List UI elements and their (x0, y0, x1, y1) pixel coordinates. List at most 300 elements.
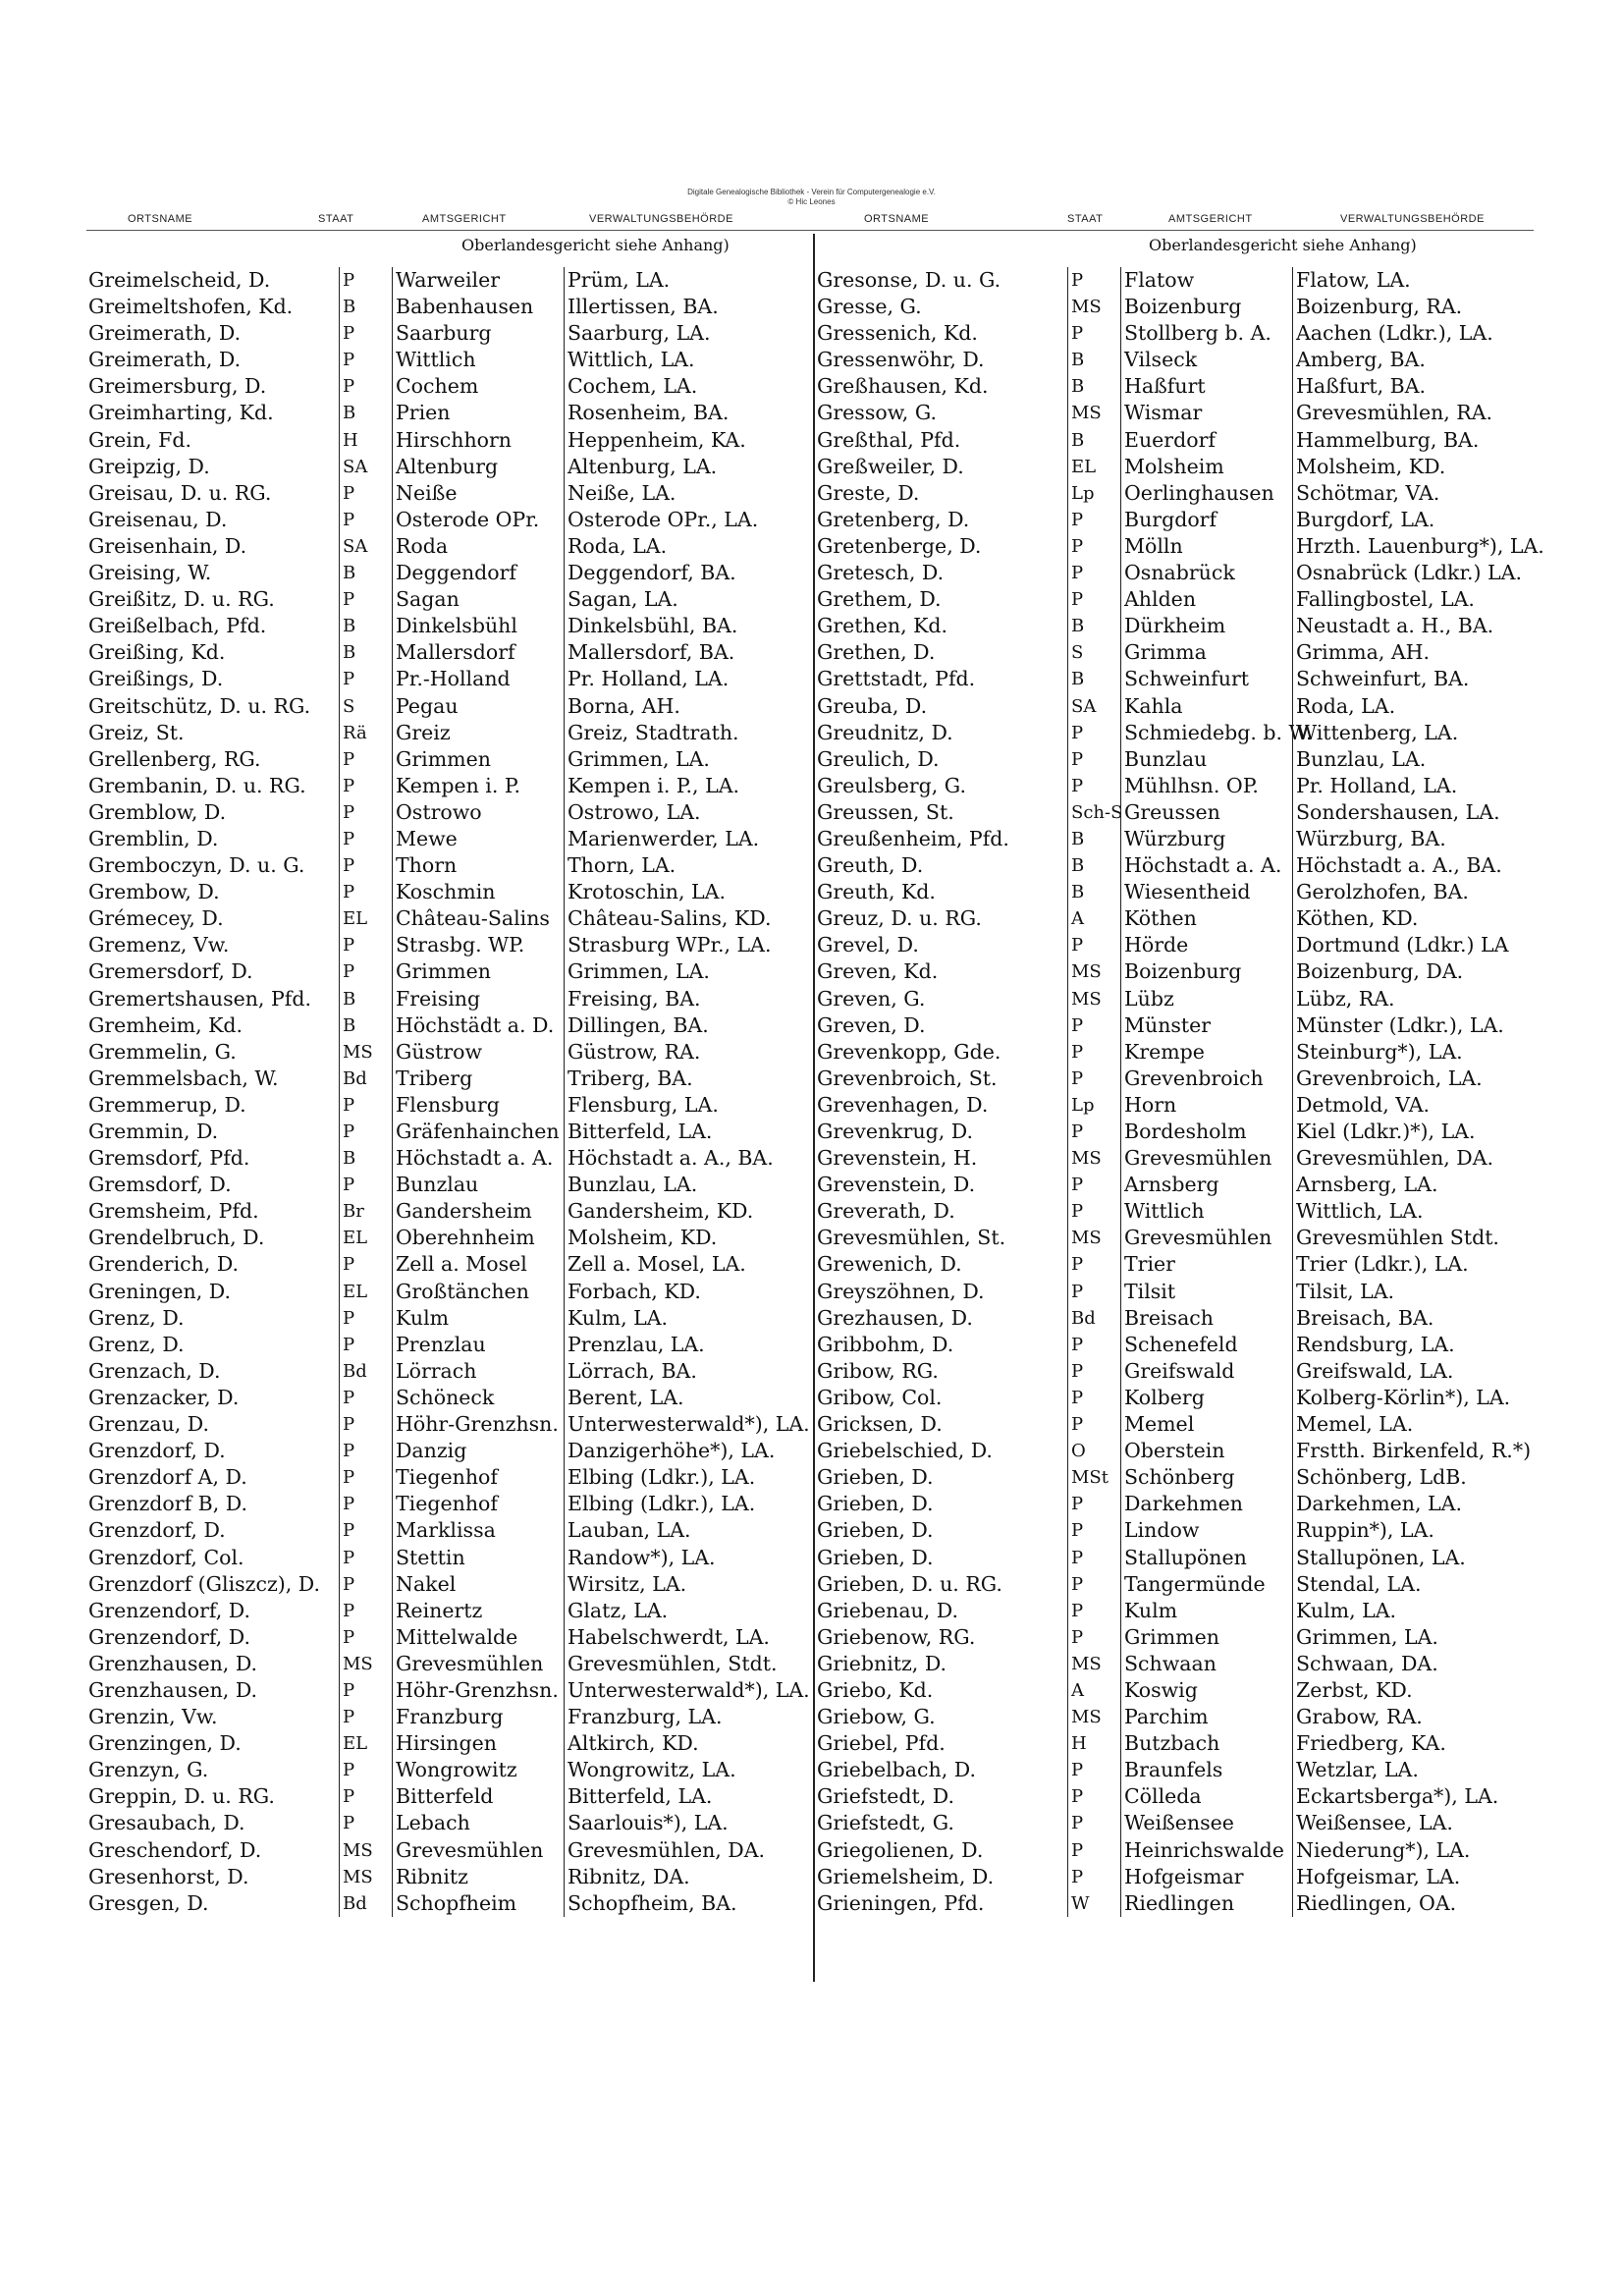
cell-amtsgericht: Breisach (1120, 1305, 1292, 1332)
cell-verwaltung: Hofgeismar, LA. (1292, 1864, 1541, 1890)
cell-staat: P (339, 852, 392, 879)
cell-verwaltung: Saarburg, LA. (564, 320, 812, 347)
table-row (817, 1251, 1541, 1278)
cell-ortsname: Grenzdorf (Gliszcz), D. (88, 1571, 321, 1596)
cell-amtsgericht: Grimma (1120, 639, 1292, 666)
cell-staat: S (1067, 639, 1120, 666)
cell-amtsgericht: Dinkelsbühl (392, 613, 564, 639)
table-row (817, 1385, 1541, 1411)
cell-staat: P (1067, 773, 1120, 799)
table-row (817, 826, 1541, 852)
cell-amtsgericht: Lübz (1120, 986, 1292, 1012)
table-row (817, 1119, 1541, 1145)
cell-ortsname: Gressow, G. (817, 401, 937, 425)
cell-staat: P (339, 1305, 392, 1332)
cell-amtsgericht: Sagan (392, 586, 564, 613)
cell-amtsgericht: Mittelwalde (392, 1624, 564, 1651)
cell-staat: H (1067, 1730, 1120, 1757)
table-row (88, 879, 812, 905)
cell-amtsgericht: Mölln (1120, 533, 1292, 560)
cell-verwaltung: Haßfurt, BA. (1292, 373, 1541, 400)
table-row (817, 905, 1541, 932)
table-row (817, 986, 1541, 1012)
cell-verwaltung: Altkirch, KD. (564, 1730, 812, 1757)
table-row (88, 1651, 812, 1677)
cell-staat: P (1067, 1571, 1120, 1598)
cell-amtsgericht: Lörrach (392, 1358, 564, 1385)
cell-staat: P (1067, 1198, 1120, 1225)
cell-staat: MS (1067, 958, 1120, 985)
cell-ortsname: Greipzig, D. (88, 454, 210, 478)
cell-staat: B (1067, 852, 1120, 879)
cell-verwaltung: Deggendorf, BA. (564, 560, 812, 586)
cell-amtsgericht: Bordesholm (1120, 1119, 1292, 1145)
cell-verwaltung: Prenzlau, LA. (564, 1332, 812, 1358)
cell-amtsgericht: Koswig (1120, 1677, 1292, 1704)
cell-verwaltung: Borna, AH. (564, 693, 812, 720)
cell-ortsname: Greisenau, D. (88, 507, 228, 531)
cell-amtsgericht: Bunzlau (1120, 746, 1292, 773)
cell-amtsgericht: Freising (392, 986, 564, 1012)
cell-amtsgericht: Vilseck (1120, 347, 1292, 373)
cell-ortsname: Gremenz, Vw. (88, 933, 230, 957)
cell-verwaltung: Glatz, LA. (564, 1598, 812, 1624)
column-divider (813, 234, 815, 1982)
cell-verwaltung: Dortmund (Ldkr.) LA (1292, 932, 1541, 958)
cell-verwaltung: Ribnitz, DA. (564, 1864, 812, 1890)
table-row (88, 773, 812, 799)
cell-staat: MS (1067, 1225, 1120, 1251)
cell-amtsgericht: Kolberg (1120, 1385, 1292, 1411)
cell-verwaltung: Bitterfeld, LA. (564, 1783, 812, 1810)
cell-staat: P (339, 507, 392, 533)
table-row (817, 958, 1541, 985)
cell-ortsname: Grenzdorf, Col. (88, 1545, 244, 1569)
table-row (88, 799, 812, 826)
cell-amtsgericht: Oberstein (1120, 1438, 1292, 1464)
cell-amtsgericht: Kempen i. P. (392, 773, 564, 799)
cell-ortsname: Gremsheim, Pfd. (88, 1199, 259, 1224)
cell-verwaltung: Freising, BA. (564, 986, 812, 1012)
table-row (817, 1438, 1541, 1464)
cell-verwaltung: Gerolzhofen, BA. (1292, 879, 1541, 905)
cell-staat: B (339, 986, 392, 1012)
cell-staat: B (339, 613, 392, 639)
cell-verwaltung: Fallingbostel, LA. (1292, 586, 1541, 613)
table-row (817, 666, 1541, 692)
cell-verwaltung: Randow*), LA. (564, 1545, 812, 1571)
table-row (88, 1517, 812, 1544)
cell-amtsgericht: Mühlhsn. OP. (1120, 773, 1292, 799)
table-row (817, 1651, 1541, 1677)
cell-verwaltung: Riedlingen, OA. (1292, 1890, 1541, 1917)
cell-ortsname: Grewenich, D. (817, 1252, 962, 1277)
cell-verwaltung: Hrzth. Lauenburg*), LA. (1292, 533, 1541, 560)
table-row (817, 720, 1541, 746)
cell-ortsname: Greußenheim, Pfd. (817, 826, 1009, 850)
cell-ortsname: Griebnitz, D. (817, 1651, 947, 1675)
cell-ortsname: Greßhausen, Kd. (817, 374, 989, 399)
cell-staat: P (1067, 507, 1120, 533)
table-row (817, 454, 1541, 480)
table-row (817, 1279, 1541, 1305)
cell-amtsgericht: Hirsingen (392, 1730, 564, 1757)
cell-verwaltung: Friedberg, KA. (1292, 1730, 1541, 1757)
cell-staat: Sch-S (1067, 799, 1120, 826)
cell-verwaltung: Roda, LA. (564, 533, 812, 560)
table-row (88, 1598, 812, 1624)
cell-verwaltung: Grevesmühlen, DA. (1292, 1145, 1541, 1172)
cell-verwaltung: Lörrach, BA. (564, 1358, 812, 1385)
cell-amtsgericht: Wongrowitz (392, 1757, 564, 1783)
table-row (88, 1730, 812, 1757)
cell-amtsgericht: Triberg (392, 1066, 564, 1092)
table-row (817, 1012, 1541, 1039)
cell-verwaltung: Boizenburg, RA. (1292, 294, 1541, 320)
cell-ortsname: Greningen, D. (88, 1279, 231, 1303)
cell-amtsgericht: Grevenbroich (1120, 1066, 1292, 1092)
cell-ortsname: Grenzdorf, D. (88, 1518, 226, 1543)
table-row (88, 1172, 812, 1198)
cell-amtsgericht: Mallersdorf (392, 639, 564, 666)
cell-amtsgericht: Stollberg b. A. (1120, 320, 1292, 347)
cell-ortsname: Gremmelin, G. (88, 1039, 237, 1064)
cell-staat: B (339, 560, 392, 586)
cell-staat: P (339, 1172, 392, 1198)
cell-verwaltung: Cochem, LA. (564, 373, 812, 400)
cell-amtsgericht: Bitterfeld (392, 1783, 564, 1810)
cell-amtsgericht: Schenefeld (1120, 1332, 1292, 1358)
cell-ortsname: Gremmelsbach, W. (88, 1066, 279, 1090)
cell-amtsgericht: Pegau (392, 693, 564, 720)
table-row (817, 294, 1541, 320)
cell-verwaltung: Illertissen, BA. (564, 294, 812, 320)
cell-ortsname: Grenz, D. (88, 1332, 185, 1356)
table-row (817, 1225, 1541, 1251)
cell-verwaltung: Grevesmühlen, Stdt. (564, 1651, 812, 1677)
cell-staat: SA (339, 454, 392, 480)
cell-staat: P (339, 1624, 392, 1651)
cell-verwaltung: Detmold, VA. (1292, 1092, 1541, 1119)
cell-verwaltung: Zerbst, KD. (1292, 1677, 1541, 1704)
cell-ortsname: Greyszöhnen, D. (817, 1279, 985, 1303)
cell-staat: P (1067, 1012, 1120, 1039)
header-ortsname-right: ORTSNAME (864, 213, 930, 225)
cell-verwaltung: Triberg, BA. (564, 1066, 812, 1092)
cell-ortsname: Grenzach, D. (88, 1358, 221, 1383)
cell-amtsgericht: Deggendorf (392, 560, 564, 586)
cell-staat: B (1067, 666, 1120, 692)
cell-amtsgericht: Danzig (392, 1438, 564, 1464)
table-row (817, 1039, 1541, 1066)
cell-ortsname: Greste, D. (817, 480, 920, 505)
table-row (817, 1066, 1541, 1092)
table-row (88, 1119, 812, 1145)
cell-ortsname: Griebelbach, D. (817, 1758, 976, 1782)
cell-staat: MS (1067, 1704, 1120, 1730)
cell-verwaltung: Sagan, LA. (564, 586, 812, 613)
cell-verwaltung: Heppenheim, KA. (564, 427, 812, 454)
cell-amtsgericht: Krempe (1120, 1039, 1292, 1066)
cell-ortsname: Gresgen, D. (88, 1890, 209, 1915)
cell-staat: P (1067, 1491, 1120, 1517)
table-row (88, 1145, 812, 1172)
table-row (88, 1545, 812, 1571)
table-row (88, 1305, 812, 1332)
table-row (817, 1411, 1541, 1438)
cell-verwaltung: Grimmen, LA. (564, 746, 812, 773)
cell-amtsgericht: Gandersheim (392, 1198, 564, 1225)
cell-amtsgericht: Weißensee (1120, 1810, 1292, 1836)
cell-ortsname: Greimelscheid, D. (88, 268, 271, 292)
table-row (817, 693, 1541, 720)
table-row (88, 507, 812, 533)
table-row (88, 1039, 812, 1066)
cell-staat: P (339, 879, 392, 905)
header-staat-right: STAAT (1067, 213, 1104, 225)
cell-ortsname: Grevesmühlen, St. (817, 1226, 1006, 1250)
table-row (817, 1092, 1541, 1119)
cell-ortsname: Grenz, D. (88, 1305, 185, 1330)
right-column (817, 267, 1544, 1917)
cell-ortsname: Grenderich, D. (88, 1252, 240, 1277)
cell-verwaltung: Grimmen, LA. (1292, 1624, 1541, 1651)
table-row (817, 799, 1541, 826)
cell-verwaltung: Saarlouis*), LA. (564, 1810, 812, 1836)
table-row (88, 1225, 812, 1251)
cell-amtsgericht: Horn (1120, 1092, 1292, 1119)
table-row (88, 1677, 812, 1704)
cell-verwaltung: Neiße, LA. (564, 480, 812, 507)
cell-ortsname: Grieben, D. (817, 1492, 934, 1516)
cell-staat: P (1067, 1783, 1120, 1810)
table-row (817, 1491, 1541, 1517)
cell-ortsname: Greudnitz, D. (817, 720, 953, 744)
cell-verwaltung: Grevesmühlen, RA. (1292, 400, 1541, 426)
cell-staat: P (339, 347, 392, 373)
table-row (88, 852, 812, 879)
cell-amtsgericht: Riedlingen (1120, 1890, 1292, 1917)
cell-verwaltung: Rendsburg, LA. (1292, 1332, 1541, 1358)
cell-verwaltung: Thorn, LA. (564, 852, 812, 879)
table-row (88, 586, 812, 613)
cell-ortsname: Gresaubach, D. (88, 1811, 245, 1835)
cell-staat: P (339, 1783, 392, 1810)
cell-amtsgericht: Tiegenhof (392, 1464, 564, 1491)
cell-ortsname: Grenzacker, D. (88, 1385, 240, 1409)
cell-amtsgericht: Kahla (1120, 693, 1292, 720)
cell-ortsname: Grevenstein, H. (817, 1146, 978, 1171)
cell-ortsname: Grevenstein, D. (817, 1173, 976, 1197)
cell-verwaltung: Sondershausen, LA. (1292, 799, 1541, 826)
cell-verwaltung: Schweinfurt, BA. (1292, 666, 1541, 692)
cell-staat: P (339, 1571, 392, 1598)
cell-ortsname: Greuth, D. (817, 853, 924, 878)
cell-amtsgericht: Dürkheim (1120, 613, 1292, 639)
table-row (817, 1837, 1541, 1864)
cell-verwaltung: Niederung*), LA. (1292, 1837, 1541, 1864)
cell-amtsgericht: Franzburg (392, 1704, 564, 1730)
cell-ortsname: Grembow, D. (88, 880, 220, 904)
cell-verwaltung: Osterode OPr., LA. (564, 507, 812, 533)
cell-verwaltung: Lübz, RA. (1292, 986, 1541, 1012)
table-row (817, 1864, 1541, 1890)
cell-verwaltung: Köthen, KD. (1292, 905, 1541, 932)
cell-ortsname: Grenzyn, G. (88, 1758, 209, 1782)
cell-verwaltung: Prüm, LA. (564, 267, 812, 294)
cell-amtsgericht: Hörde (1120, 932, 1292, 958)
cell-amtsgericht: Oerlinghausen (1120, 480, 1292, 507)
cell-amtsgericht: Warweiler (392, 267, 564, 294)
cell-staat: MS (339, 1651, 392, 1677)
cell-staat: P (339, 1385, 392, 1411)
table-row (817, 639, 1541, 666)
cell-ortsname: Grettstadt, Pfd. (817, 667, 976, 691)
cell-verwaltung: Grimma, AH. (1292, 639, 1541, 666)
cell-ortsname: Gremsdorf, Pfd. (88, 1146, 250, 1171)
cell-amtsgericht: Greifswald (1120, 1358, 1292, 1385)
cell-amtsgericht: Prien (392, 400, 564, 426)
cell-ortsname: Greulsberg, G. (817, 773, 966, 797)
cell-verwaltung: Habelschwerdt, LA. (564, 1624, 812, 1651)
cell-verwaltung: Schopfheim, BA. (564, 1890, 812, 1917)
cell-verwaltung: Ruppin*), LA. (1292, 1517, 1541, 1544)
cell-amtsgericht: Oberehnheim (392, 1225, 564, 1251)
watermark-line-1: Digitale Genealogische Bibliothek - Verein für Computergenealogie e.V. (687, 188, 936, 196)
cell-ortsname: Greven, G. (817, 986, 926, 1011)
cell-verwaltung: Pr. Holland, LA. (1292, 773, 1541, 799)
cell-verwaltung: Neustadt a. H., BA. (1292, 613, 1541, 639)
cell-staat: P (1067, 267, 1120, 294)
cell-staat: EL (339, 1225, 392, 1251)
table-row (88, 454, 812, 480)
table-row (88, 693, 812, 720)
cell-amtsgericht: Wittlich (392, 347, 564, 373)
cell-verwaltung: Weißensee, LA. (1292, 1810, 1541, 1836)
cell-verwaltung: Molsheim, KD. (1292, 454, 1541, 480)
cell-staat: Rä (339, 720, 392, 746)
cell-verwaltung: Wittlich, LA. (1292, 1198, 1541, 1225)
cell-ortsname: Greßweiler, D. (817, 454, 964, 478)
cell-ortsname: Greisau, D. u. RG. (88, 480, 272, 505)
cell-amtsgericht: Greussen (1120, 799, 1292, 826)
cell-verwaltung: Elbing (Ldkr.), LA. (564, 1464, 812, 1491)
table-row (817, 1145, 1541, 1172)
cell-ortsname: Gremersdorf, D. (88, 959, 253, 984)
cell-verwaltung: Roda, LA. (1292, 693, 1541, 720)
table-row (817, 560, 1541, 586)
cell-staat: Bd (339, 1890, 392, 1917)
cell-ortsname: Greßthal, Pfd. (817, 427, 961, 452)
cell-ortsname: Griebenau, D. (817, 1598, 959, 1622)
cell-amtsgericht: Köthen (1120, 905, 1292, 932)
cell-ortsname: Gretenberge, D. (817, 533, 982, 558)
cell-staat: B (339, 639, 392, 666)
cell-staat: A (1067, 1677, 1120, 1704)
cell-verwaltung: Wittlich, LA. (564, 347, 812, 373)
cell-ortsname: Gribow, RG. (817, 1358, 939, 1383)
cell-amtsgericht: Burgdorf (1120, 507, 1292, 533)
cell-staat: P (1067, 533, 1120, 560)
cell-staat: MS (1067, 294, 1120, 320)
cell-ortsname: Greven, Kd. (817, 959, 939, 984)
cell-ortsname: Grieben, D. (817, 1545, 934, 1569)
cell-verwaltung: Berent, LA. (564, 1385, 812, 1411)
table-row (817, 373, 1541, 400)
cell-staat: P (339, 773, 392, 799)
cell-staat: P (339, 932, 392, 958)
table-row (88, 294, 812, 320)
cell-amtsgericht: Wismar (1120, 400, 1292, 426)
cell-verwaltung: Trier (Ldkr.), LA. (1292, 1251, 1541, 1278)
cell-verwaltung: Arnsberg, LA. (1292, 1172, 1541, 1198)
cell-verwaltung: Güstrow, RA. (564, 1039, 812, 1066)
cell-amtsgericht: Butzbach (1120, 1730, 1292, 1757)
cell-staat: P (339, 1757, 392, 1783)
cell-verwaltung: Lauban, LA. (564, 1517, 812, 1544)
cell-ortsname: Grethen, Kd. (817, 614, 948, 638)
cell-verwaltung: Darkehmen, LA. (1292, 1491, 1541, 1517)
table-row (88, 1411, 812, 1438)
cell-ortsname: Gremertshausen, Pfd. (88, 986, 311, 1011)
cell-verwaltung: Kiel (Ldkr.)*), LA. (1292, 1119, 1541, 1145)
cell-verwaltung: Breisach, BA. (1292, 1305, 1541, 1332)
cell-staat: B (1067, 373, 1120, 400)
cell-staat: P (339, 1545, 392, 1571)
cell-ortsname: Grémecey, D. (88, 906, 224, 931)
cell-amtsgericht: Arnsberg (1120, 1172, 1292, 1198)
cell-ortsname: Greiz, St. (88, 720, 185, 744)
cell-staat: W (1067, 1890, 1120, 1917)
cell-amtsgericht: Saarburg (392, 320, 564, 347)
cell-amtsgericht: Osnabrück (1120, 560, 1292, 586)
table-row (88, 1810, 812, 1836)
cell-amtsgericht: Haßfurt (1120, 373, 1292, 400)
cell-ortsname: Greimerath, D. (88, 321, 242, 346)
table-row (817, 480, 1541, 507)
cell-amtsgericht: Babenhausen (392, 294, 564, 320)
cell-verwaltung: Danzigerhöhe*), LA. (564, 1438, 812, 1464)
table-row (88, 1438, 812, 1464)
table-row (88, 373, 812, 400)
cell-amtsgericht: Bunzlau (392, 1172, 564, 1198)
cell-staat: P (1067, 586, 1120, 613)
cell-staat: P (1067, 1517, 1120, 1544)
cell-staat: P (339, 799, 392, 826)
cell-amtsgericht: Grimmen (1120, 1624, 1292, 1651)
cell-ortsname: Grellenberg, RG. (88, 746, 261, 771)
cell-amtsgericht: Altenburg (392, 454, 564, 480)
table-row (817, 1598, 1541, 1624)
cell-ortsname: Griemelsheim, D. (817, 1864, 995, 1888)
cell-ortsname: Grevenkrug, D. (817, 1120, 974, 1143)
cell-ortsname: Grein, Fd. (88, 427, 191, 452)
cell-ortsname: Grendelbruch, D. (88, 1226, 265, 1250)
table-row (88, 720, 812, 746)
cell-ortsname: Gresse, G. (817, 295, 922, 319)
cell-ortsname: Grieben, D. (817, 1518, 934, 1543)
cell-verwaltung: Dillingen, BA. (564, 1012, 812, 1039)
cell-amtsgericht: Stallupönen (1120, 1545, 1292, 1571)
cell-amtsgericht: Grimmen (392, 746, 564, 773)
cell-amtsgericht: Grevesmühlen (392, 1651, 564, 1677)
cell-ortsname: Gremheim, Kd. (88, 1012, 243, 1037)
cell-staat: MS (1067, 1651, 1120, 1677)
cell-amtsgericht: Großtänchen (392, 1279, 564, 1305)
cell-verwaltung: Flatow, LA. (1292, 267, 1541, 294)
table-row (817, 1890, 1541, 1917)
cell-verwaltung: Frstth. Birkenfeld, R.*) (1292, 1438, 1541, 1464)
